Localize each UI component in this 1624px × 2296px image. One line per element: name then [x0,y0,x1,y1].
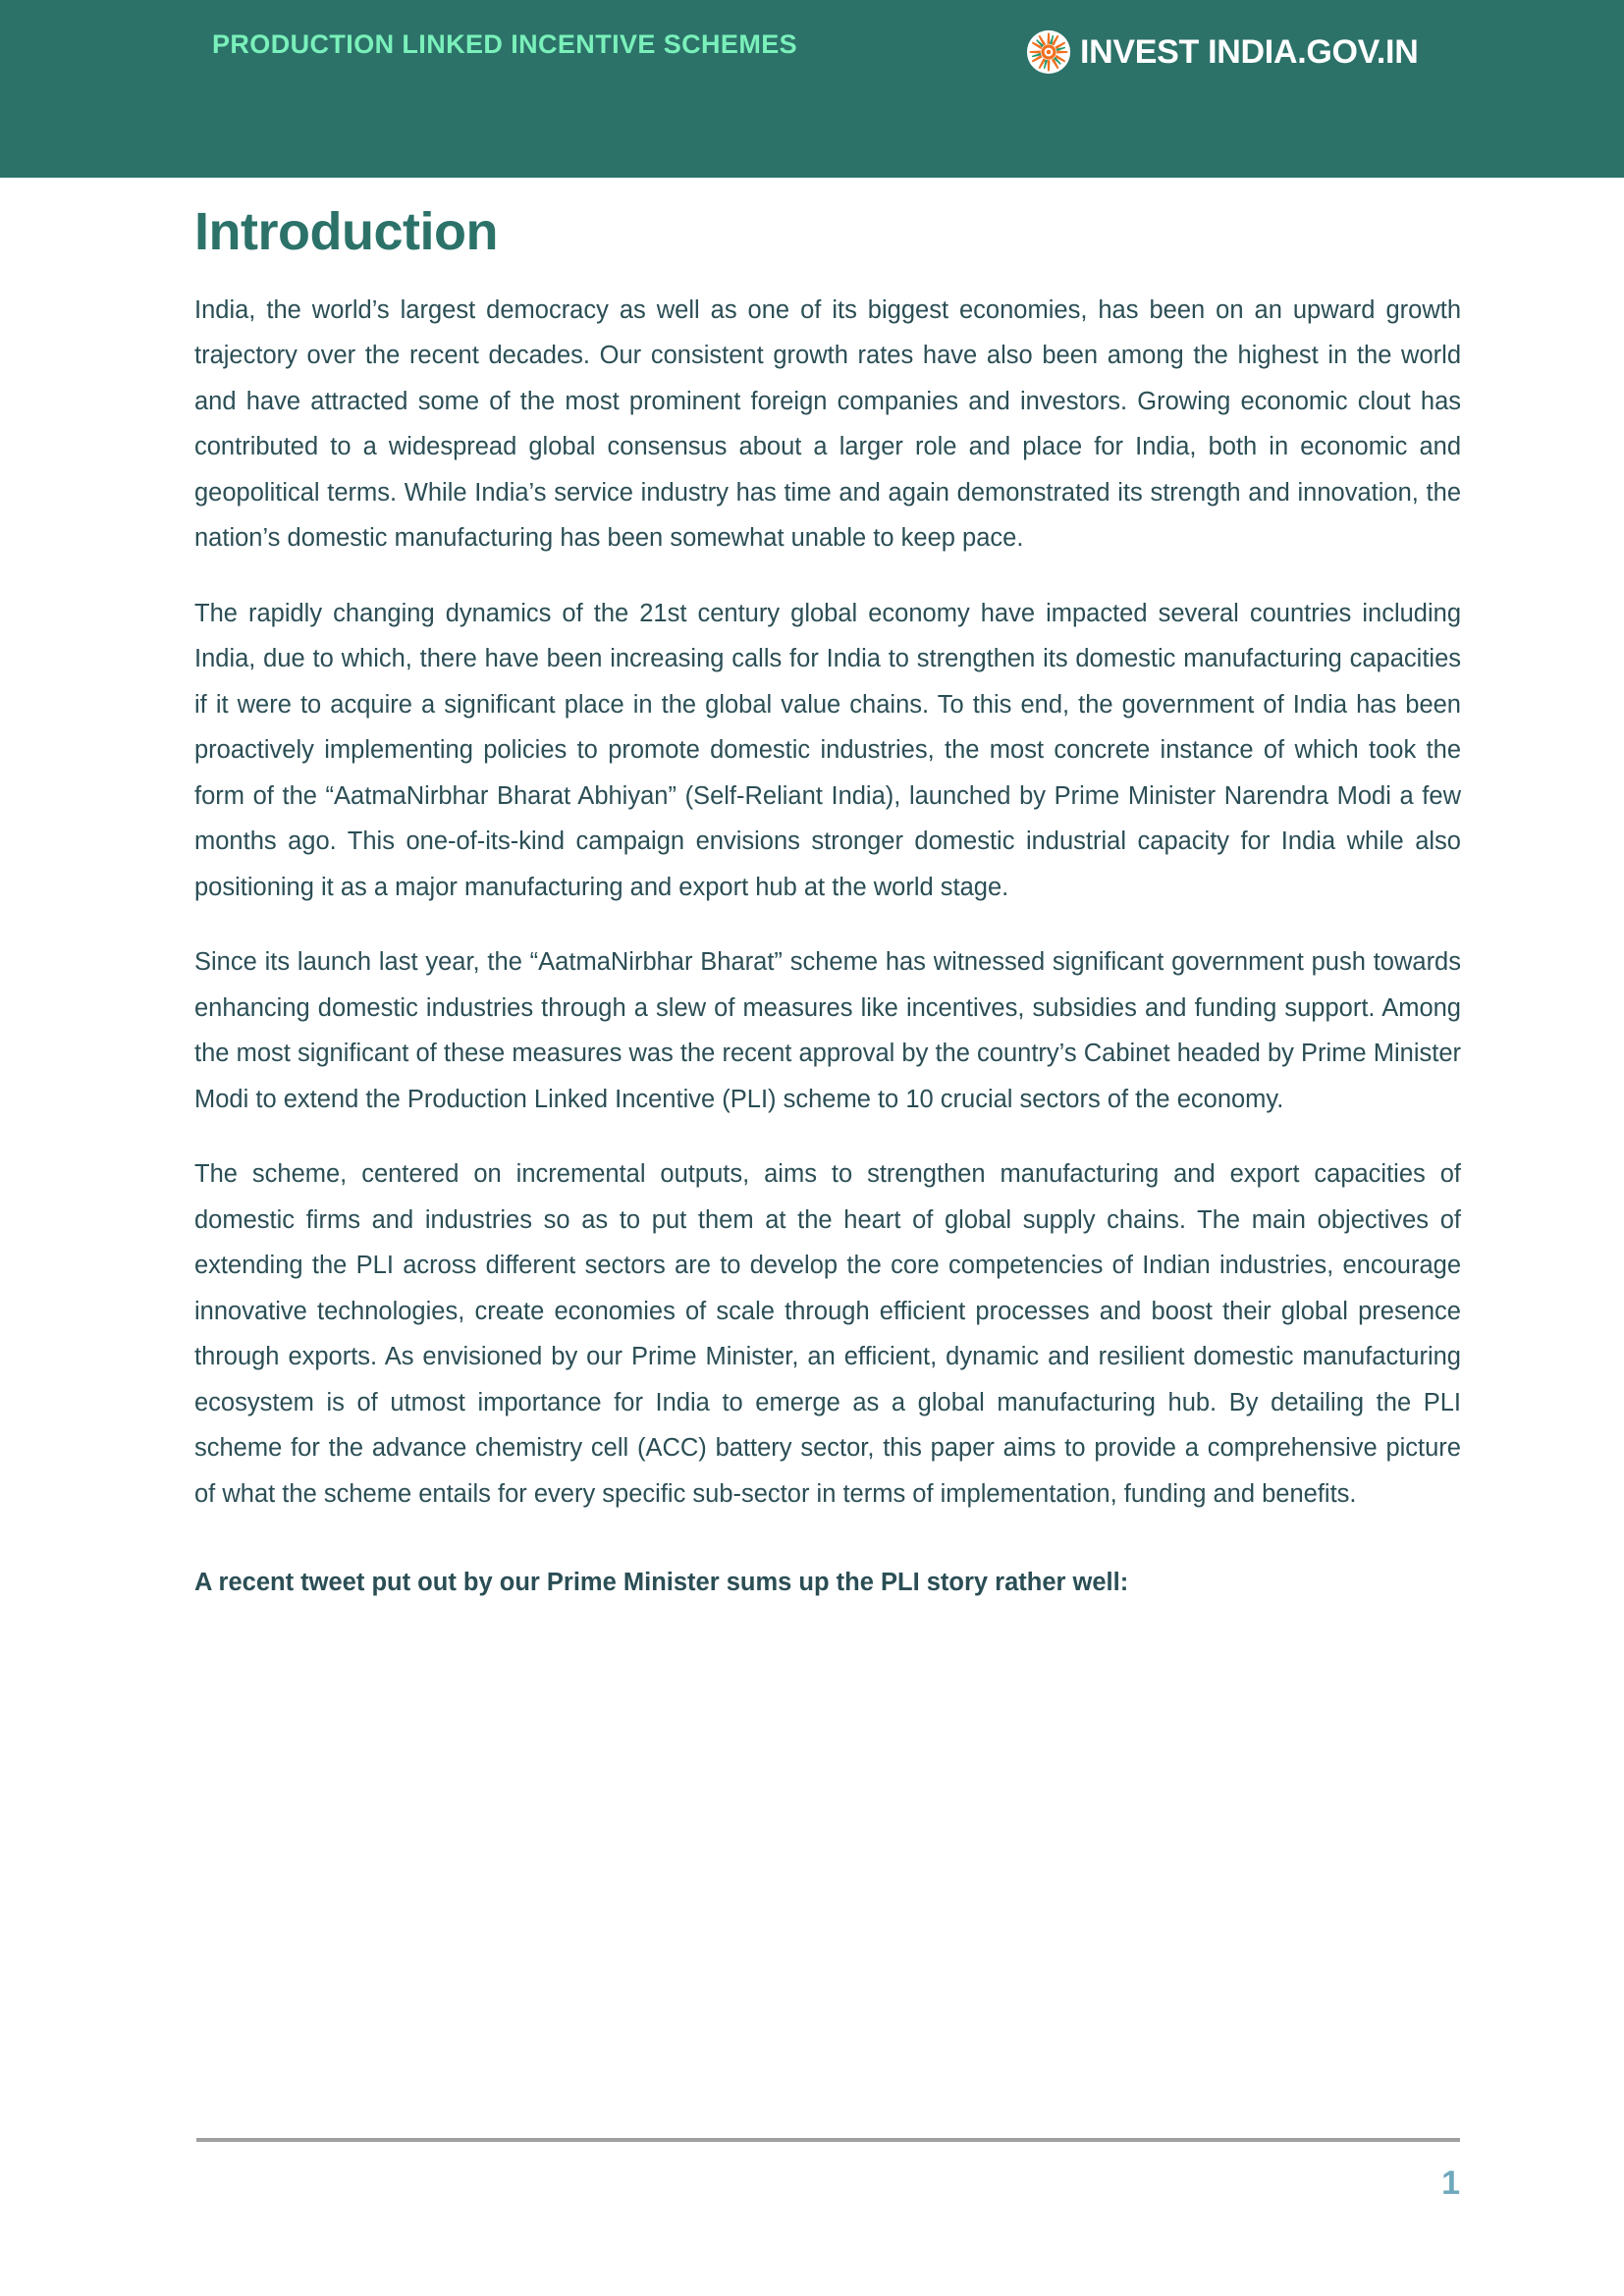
body-paragraph: Since its launch last year, the “AatmaNirbhar Bharat” scheme has witnessed significant government push towards enhancing domestic industries through a slew of measures like incentives, subsidies and funding support. Among the most significant of these measures was the recent approval by the country’s Cabinet headed by Prime Minister Modi to extend the Production Linked Incentive (PLI) scheme to 10 crucial sectors of the economy. [194,948,1461,1113]
page-title: Introduction [194,202,498,261]
closing-statement: A recent tweet put out by our Prime Minister sums up the PLI story rather well: [194,1569,1129,1597]
body-paragraph: India, the world’s largest democracy as well as one of its biggest economies, has been on an upward growth trajectory over the recent decades. Our consistent growth rates have also been among the highest in the world and have attracted some of the most prominent foreign companies and investors. Growing economic clout has contributed to a widespread global consensus about a larger role and place for India, both in economic and geopolitical terms. While India’s service industry has time and again demonstrated its strength and innovation, the nation’s domestic manufacturing has been somewhat unable to keep pace. [194,295,1461,553]
document-body [194,204,1461,1606]
page-header-band [0,0,1624,178]
chakra-wheel-icon [1026,29,1071,75]
body-paragraph: The scheme, centered on incremental outputs, aims to strengthen manufacturing and export capacities of domestic firms and industries so as to put them at the heart of global supply chains. The main objectives of extending the PLI across different sectors are to develop the core competencies of Indian industries, encourage innovative technologies, create economies of scale through efficient processes and boost their global presence through exports. As envisioned by our Prime Minister, an efficient, dynamic and resilient domestic manufacturing ecosystem is of utmost importance for India to emerge as a global manufacturing hub. By detailing the PLI scheme for the advance chemistry cell (ACC) battery sector, this paper aims to provide a comprehensive picture of what the scheme entails for every specific sub-sector in terms of implementation, funding and benefits. [194,1160,1461,1508]
page-number: 1 [1441,2164,1460,2202]
body-paragraph: The rapidly changing dynamics of the 21st century global economy have impacted several countries including India, due to which, there have been increasing calls for India to strengthen its domestic manufacturing capacities if it were to acquire a significant place in the global value chains. To this end, the government of India has been proactively implementing policies to promote domestic industries, the most concrete instance of which took the form of the “AatmaNirbhar Bharat Abhiyan” (Self-Reliant India), launched by Prime Minister Narendra Modi a few months ago. This one-of-its-kind campaign envisions stronger domestic industrial capacity for India while also positioning it as a major manufacturing and export hub at the world stage. [194,599,1461,901]
footer-divider [196,2138,1460,2142]
brand-name: INVEST INDIA.GOV.IN [1080,33,1419,71]
brand-lockup [1026,29,1418,75]
header-title: PRODUCTION LINKED INCENTIVE SCHEMES [212,29,798,59]
